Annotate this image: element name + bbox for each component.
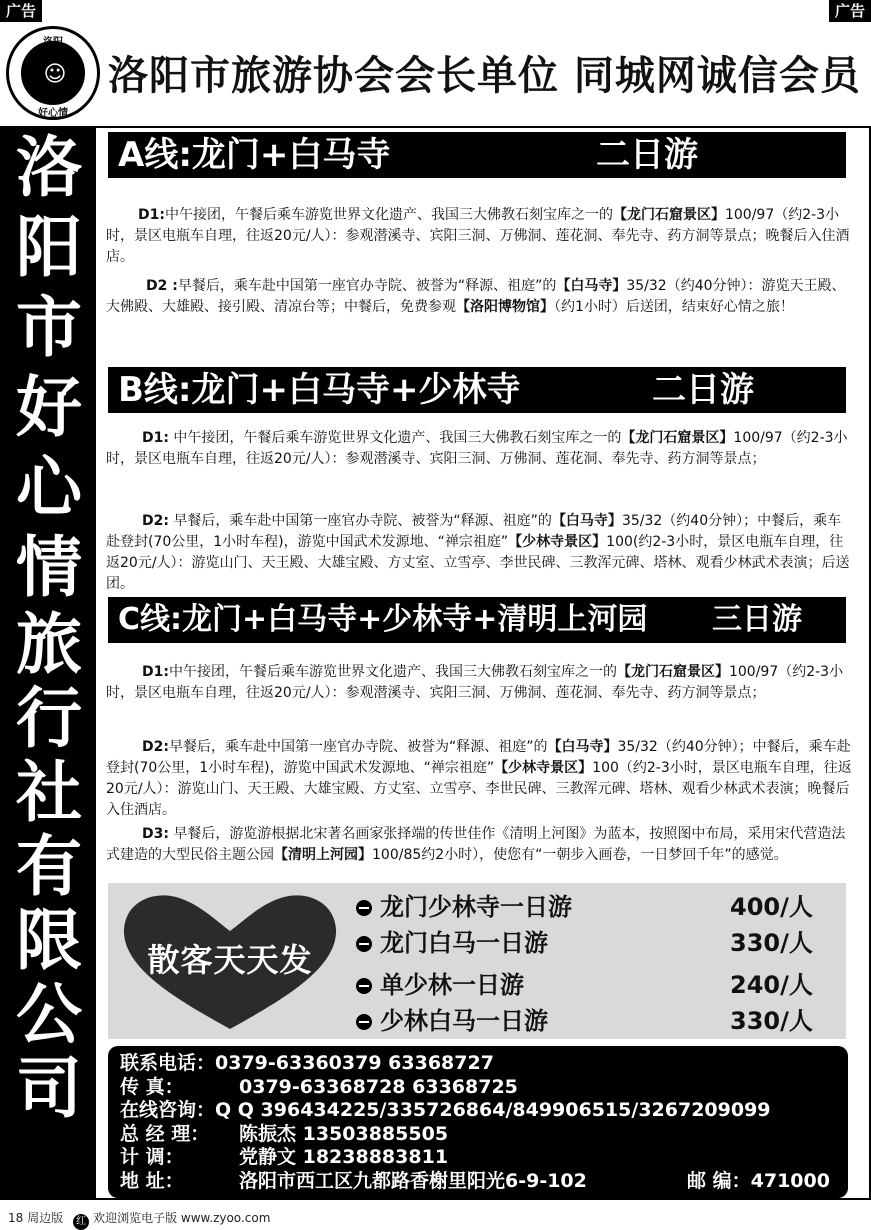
day-label: D1: [138,207,165,223]
contact-label: 计 调： [120,1146,184,1168]
route-c-day-3 [106,824,852,866]
scenic-spot: 【少林寺景区】 [494,760,593,776]
arrow-bullet-icon [356,900,372,916]
day-text: 100（约2-3小时，景区电瓶车自理，往返20元/人）：游览山门、天王殿、大雄宝殿、方丈室、立雪亭、李世民碑、三教浑元碑、塔林、观看少林武术表演；晚餐后入住酒店。 [106,760,852,818]
sidebar-char: 公 [16,976,82,1053]
scenic-spot: 【少林寺景区】 [508,534,607,550]
route-c-name: C线:龙门+白马寺+少林寺+清明上河园 [118,602,648,637]
promo-item [356,967,836,1003]
promo-item [356,889,836,925]
day-text: 100(约2-3小时，景区电瓶车自理，往返20元/人）：游览山门、天王殿、大雄宝殿、方丈室、立雪亭、李世民碑、三教浑元碑、塔林、观看少林武术表演；后送团。 [106,534,850,592]
promo-item-price: 240/人 [730,971,813,999]
agency-logo [6,26,100,120]
day-text: 35/32（约40分钟）；中餐后，乘车赴登封(70公里，1小时车程)，游览中国武术发源地、“禅宗祖庭” [106,513,842,550]
sidebar-char: 限 [16,902,82,979]
day-label: D1: [142,664,169,680]
contact-label: 在线咨询： [120,1099,216,1121]
contact-value: 471000 [750,1169,830,1192]
sidebar-char: 洛 [16,129,82,206]
route-a-title-bar [108,132,846,178]
day-text: 100/97（约2-3小时，景区电瓶车自理，往返20元/人）：参观潜溪寺、宾阳三洞、万佛洞、莲花洞、奉先寺、药方洞等景点； [106,430,848,467]
day-text: 35/32（约40分钟）：游览天王殿、大佛殿、大雄殿、接引殿、清凉台等；中餐后，免费参观 [106,278,846,315]
route-c-duration: 三日游 [712,602,802,637]
scenic-spot: 【龙门石窟景区】 [616,664,729,680]
route-a-name: A线:龙门+白马寺 [118,135,391,175]
promo-item-name: 龙门白马一日游 [380,929,548,957]
footer [0,1206,871,1230]
contact-label: 邮 编： [687,1169,751,1192]
route-c-day-2 [106,737,852,821]
contact-dispatcher [120,1146,836,1170]
arrow-bullet-icon [356,936,372,952]
arrow-bullet-icon [356,1014,372,1030]
day-text: 100/85约2小时），使您有“一朝步入画卷，一日梦回千年”的感觉。 [372,847,788,863]
route-b-duration: 二日游 [652,370,754,410]
logo-bottom-text: 好心情 [38,108,68,119]
sidebar-company-name [2,128,96,1126]
promo-item-price: 330/人 [730,1007,813,1035]
route-c-day-1 [106,662,852,704]
scenic-spot: 【洛阳博物馆】 [456,299,554,315]
route-b-title-bar [108,367,846,413]
route-c-title-bar [108,597,846,643]
contact-value: 陈振杰 13503885505 [239,1122,449,1145]
scenic-spot: 【清明上河园】 [274,847,372,863]
sidebar-char: 情 [16,529,82,606]
sidebar-char: 司 [16,1050,82,1127]
scenic-spot: 【白马寺】 [547,739,618,755]
contact-phone [120,1052,836,1076]
contact-value: Q Q 396434225/335726864/849906515/3267209099 [215,1099,771,1121]
contact-value: 党静文 18238883811 [239,1146,449,1168]
footer-text: 欢迎浏览电子版 www.zyoo.com [93,1211,271,1225]
ad-tag-right: 广告 [829,0,871,22]
logo-emblem [21,41,85,105]
promo-item-name: 单少林一日游 [380,971,524,999]
route-a-duration: 二日游 [596,135,698,175]
contact-value: 洛阳市西工区九都路香榭里阳光6-9-102 [239,1169,587,1192]
contact-manager [120,1123,836,1147]
contact-label: 传 真： [120,1075,184,1098]
day-text: 35/32（约40分钟）；中餐后，乘车赴登封(70公里，1小时车程)，游览中国武术发源地、“禅宗祖庭” [106,739,851,776]
scenic-spot: 【龙门石窟景区】 [621,430,734,446]
day-label: D3: [142,826,169,842]
day-text: （约1小时）后送团，结束好心情之旅！ [554,299,794,315]
day-label: D2: [142,739,169,755]
contact-panel [108,1046,848,1198]
day-text: 中午接团，午餐后乘车游览世界文化遗产、我国三大佛教石刻宝库之一的 [164,207,613,223]
day-label: D2: [142,513,169,529]
promo-item [356,925,836,961]
route-b-day-1 [106,428,852,470]
promo-item-name: 少林白马一日游 [380,1007,548,1035]
sidebar-char: 行 [16,680,82,757]
contact-label: 联系电话： [120,1052,216,1074]
contact-label: 地 址： [120,1169,184,1192]
day-text: 中午接团，午餐后乘车游览世界文化遗产、我国三大佛教石刻宝库之一的 [168,430,622,446]
day-label: D1: [142,430,169,446]
sidebar-char: 旅 [16,606,82,683]
scenic-spot: 【龙门石窟景区】 [612,207,725,223]
day-label: D2 : [146,278,178,294]
route-b-name: B线:龙门+白马寺+少林寺 [118,370,521,410]
headline: 洛阳市旅游协会会长单位 同城网诚信会员 [108,53,861,99]
badge-icon: 红 [73,1214,89,1230]
promo-item-price: 330/人 [730,929,813,957]
day-text: 100/97（约2-3小时，景区电瓶车自理，往返20元/人）：参观潜溪寺、宾阳三洞、万佛洞、莲花洞、奉先寺、药方洞等景点； [106,664,844,701]
sidebar-char: 阳 [16,209,82,286]
day-text: 早餐后，乘车赴中国第一座官办寺院、被誉为“释源、祖庭”的 [177,278,557,294]
contact-online [120,1099,836,1123]
header [0,22,871,128]
sidebar [2,128,96,1200]
sidebar-char: 社 [16,754,82,831]
sidebar-char: 好 [16,369,82,446]
route-a-day-1 [106,205,852,268]
day-text: 100/97（约2-3小时，景区电瓶车自理，往返20元/人）：参观潜溪寺、宾阳三洞、万佛洞、莲花洞、奉先寺、药方洞等景点；晚餐后入住酒店。 [106,207,850,265]
ad-tag-left: 广告 [0,0,42,22]
promo-item [356,1003,836,1039]
contact-address [120,1170,836,1194]
day-text: 早餐后，乘车赴中国第一座官办寺院、被誉为“释源、祖庭”的 [168,513,552,529]
scenic-spot: 【白马寺】 [551,513,622,529]
contact-value: 0379-63368728 63368725 [239,1075,518,1098]
promo-item-name: 龙门少林寺一日游 [380,893,572,921]
sidebar-char: 心 [16,449,82,526]
day-text: 中午接团，午餐后乘车游览世界文化遗产、我国三大佛教石刻宝库之一的 [168,664,617,680]
day-text: 早餐后，游览游根据北宋著名画家张择端的传世佳作《清明上河图》为蓝本，按照图中布局，采用宋代营造法式建造的大型民俗主题公园 [106,826,846,863]
sidebar-char: 市 [16,289,82,366]
contact-fax [120,1076,836,1100]
sidebar-char: 有 [16,828,82,905]
daily-tours-promo [108,883,846,1039]
scenic-spot: 【白马寺】 [556,278,627,294]
heart-label: 散客天天发 [147,941,313,979]
promo-item-price: 400/人 [730,893,813,921]
route-a-day-2 [106,276,852,318]
arrow-bullet-icon [356,978,372,994]
route-b-day-2 [106,511,852,595]
smile-icon: ☺ [43,62,67,87]
page-number: 18 周边版 [8,1211,64,1225]
contact-label: 总 经 理： [120,1122,210,1145]
day-text: 早餐后，乘车赴中国第一座官办寺院、被誉为“释源、祖庭”的 [168,739,548,755]
contact-value: 0379-63360379 63368727 [215,1052,494,1074]
